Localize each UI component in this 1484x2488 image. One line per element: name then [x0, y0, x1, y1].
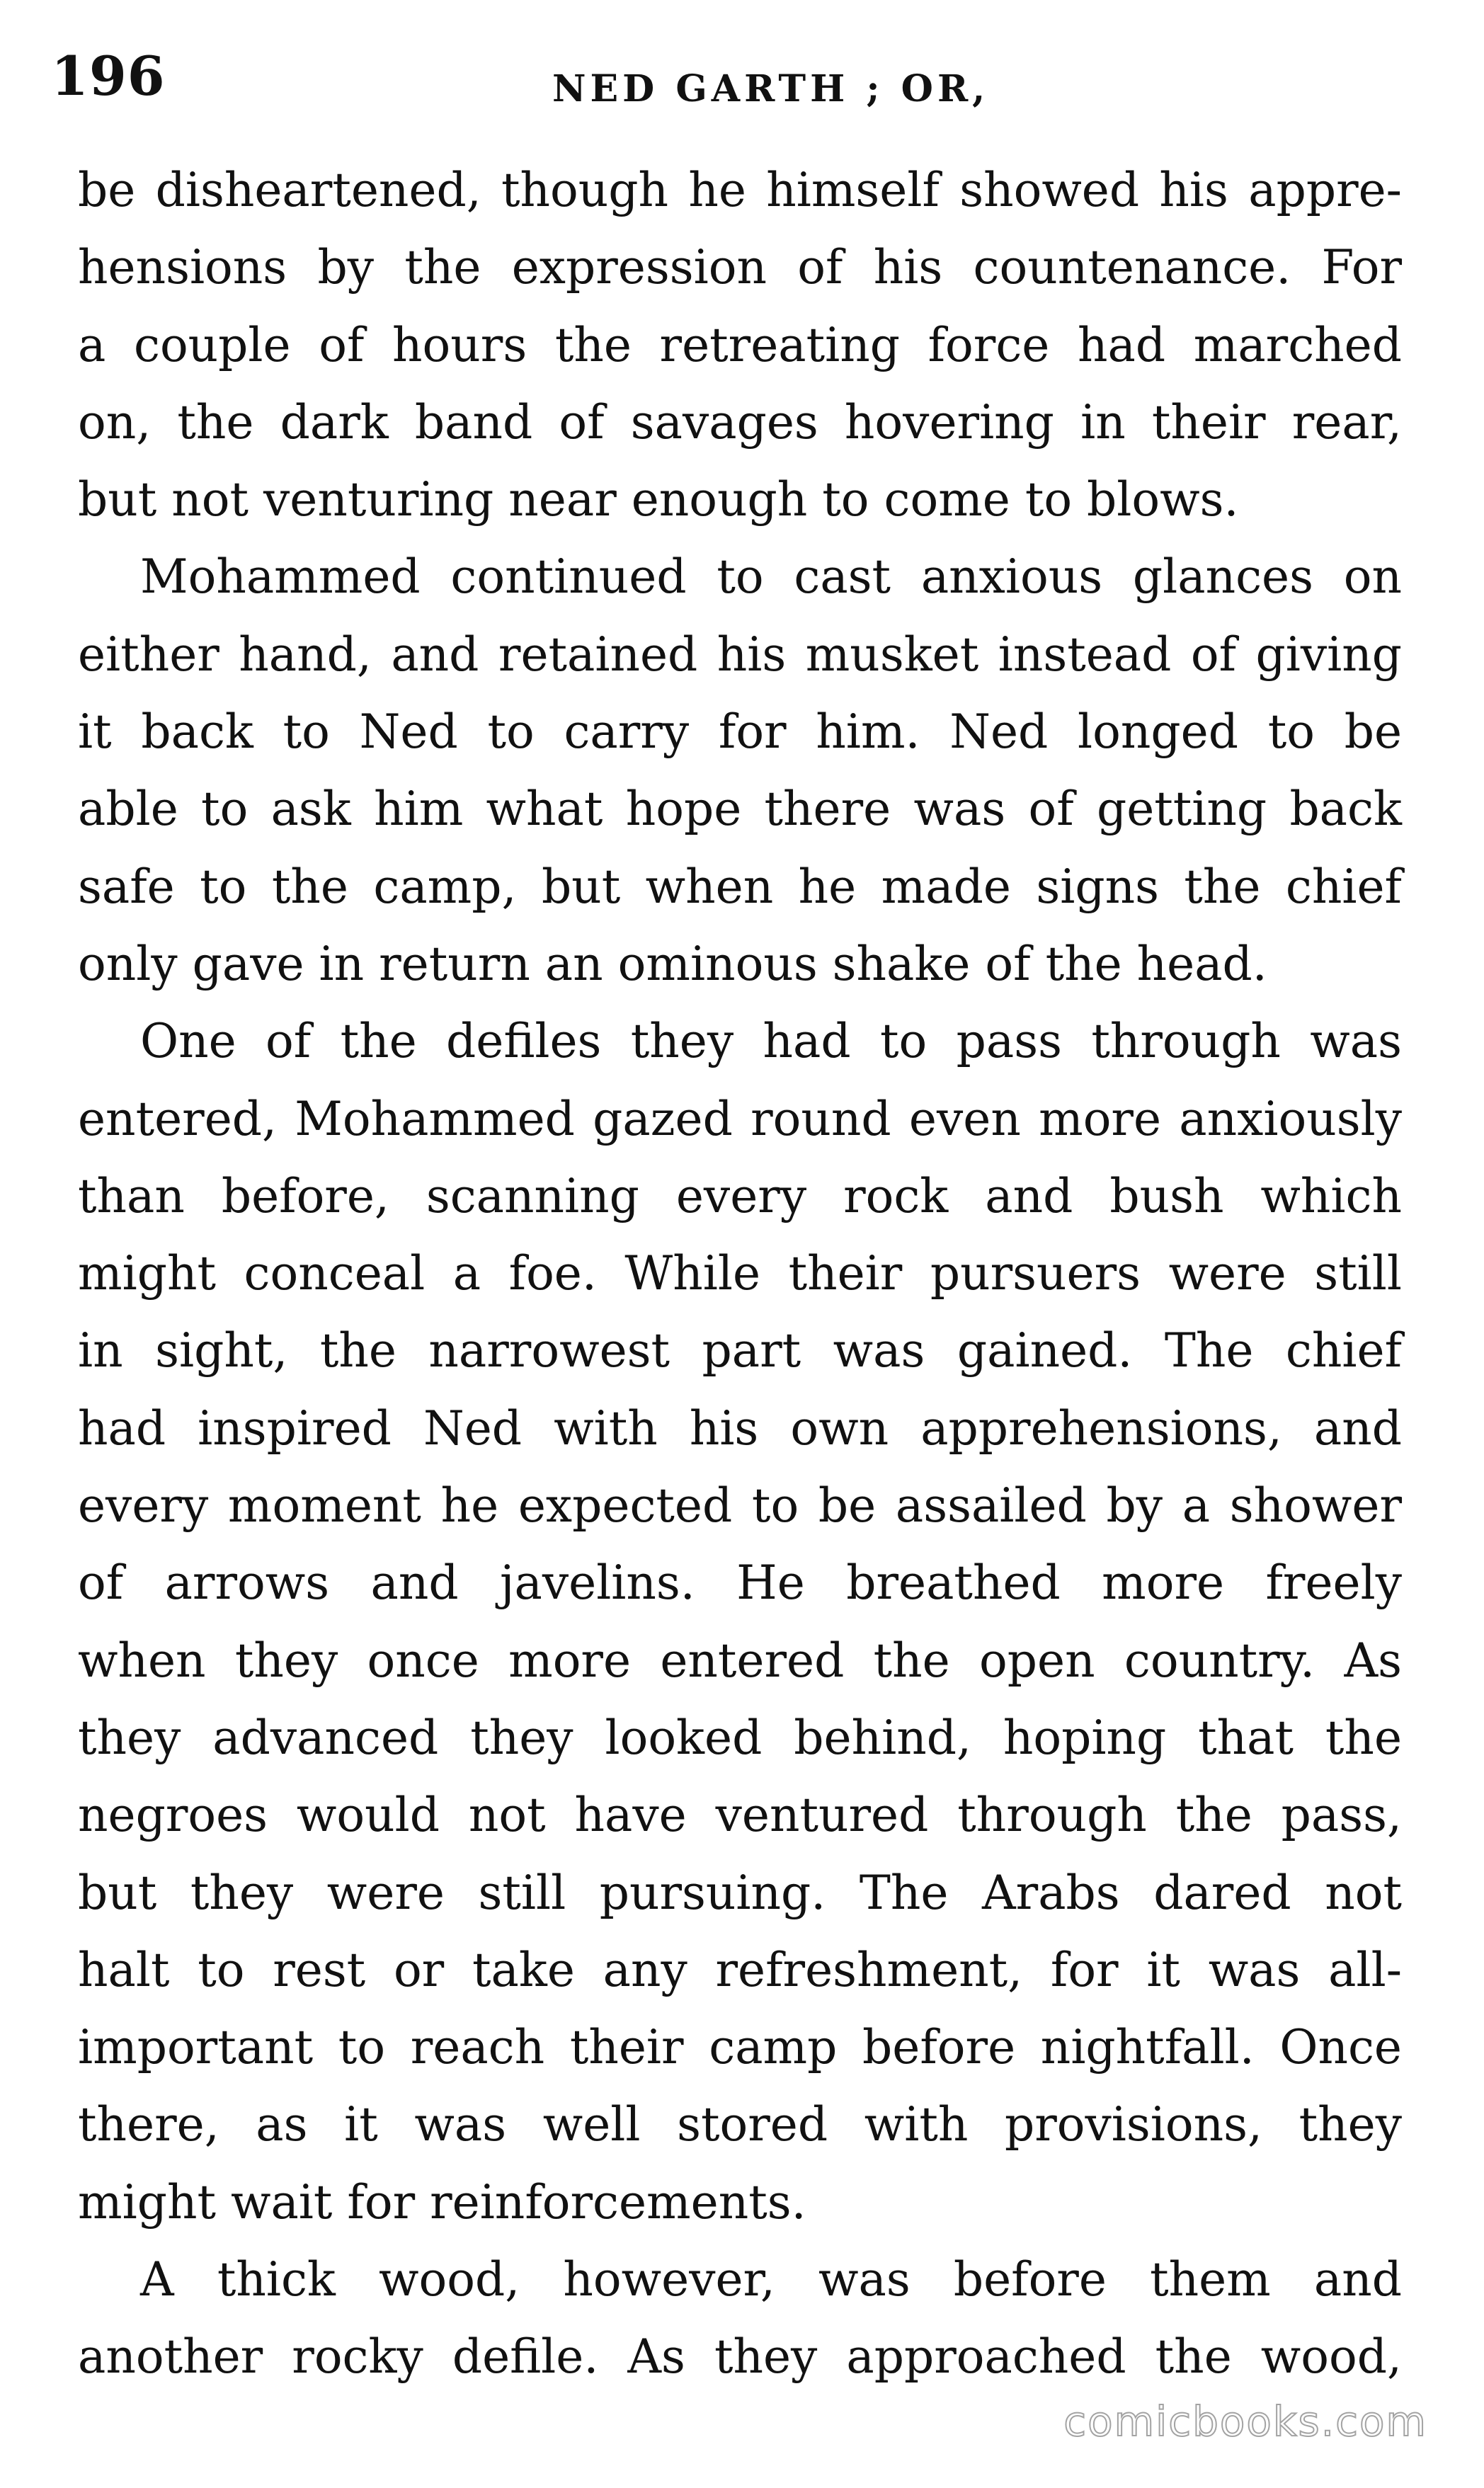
text-line: there, as it was well stored with provisions, they: [78, 2097, 1402, 2152]
text-line: when they once more entered the open country. As: [78, 1633, 1402, 1688]
text-line: than before, scanning every rock and bush which: [78, 1168, 1402, 1223]
text-line: a couple of hours the retreating force had marched: [78, 317, 1402, 372]
text-line: only gave in return an ominous shake of the head.: [78, 936, 1267, 991]
text-line: but not venturing near enough to come to blows.: [78, 472, 1239, 527]
page-number: 196: [51, 45, 166, 108]
text-line: either hand, and retained his musket instead of giving: [78, 627, 1402, 682]
text-body: [78, 152, 1402, 2396]
text-line: had inspired Ned with his own apprehensions, and: [78, 1400, 1402, 1456]
text-line: might wait for reinforcements.: [78, 2174, 806, 2230]
text-line: another rocky defile. As they approached the wood,: [78, 2329, 1402, 2385]
text-line: able to ask him what hope there was of getting back: [78, 782, 1402, 837]
running-head: NED GARTH ; OR,: [552, 67, 990, 110]
text-line: they advanced they looked behind, hoping that the: [78, 1710, 1402, 1765]
text-line: in sight, the narrowest part was gained. The chief: [78, 1323, 1402, 1379]
text-line: entered, Mohammed gazed round even more anxiously: [78, 1091, 1402, 1146]
text-line: of arrows and javelins. He breathed more freely: [78, 1556, 1402, 1611]
text-line: on, the dark band of savages hovering in their rear,: [78, 394, 1402, 450]
text-line: A thick wood, however, was before them and: [140, 2252, 1402, 2307]
watermark: comicbooks.com: [1063, 2397, 1427, 2446]
text-line: Mohammed continued to cast anxious glances on: [140, 549, 1402, 605]
text-line: safe to the camp, but when he made signs the chief: [78, 859, 1402, 914]
text-line: hensions by the expression of his countenance. For: [78, 240, 1402, 295]
text-line: halt to rest or take any refreshment, for it was all-: [78, 1942, 1402, 1997]
text-line: be disheartened, though he himself showed his appre-: [78, 163, 1402, 217]
text-line: it back to Ned to carry for him. Ned longed to be: [78, 704, 1402, 760]
text-line: but they were still pursuing. The Arabs dared not: [78, 1865, 1402, 1920]
text-line: negroes would not have ventured through the pass,: [78, 1788, 1402, 1843]
text-line: every moment he expected to be assailed by a shower: [78, 1478, 1402, 1534]
text-line: might conceal a foe. While their pursuers were still: [78, 1246, 1402, 1301]
text-line: One of the defiles they had to pass through was: [140, 1014, 1402, 1069]
text-line: important to reach their camp before nightfall. Once: [78, 2020, 1402, 2075]
